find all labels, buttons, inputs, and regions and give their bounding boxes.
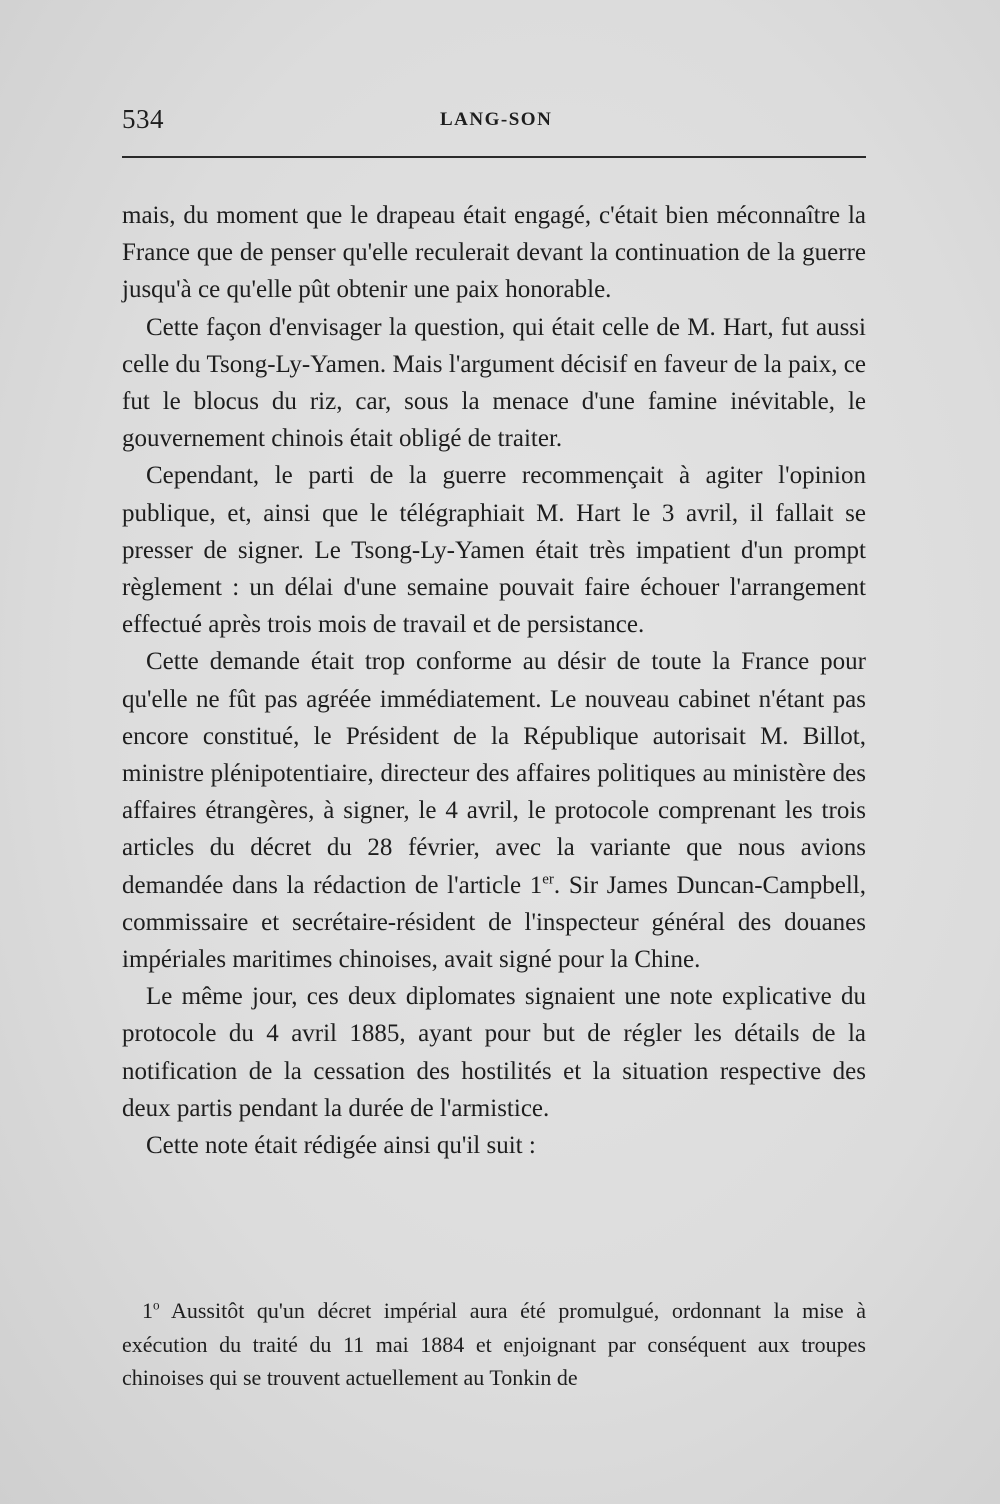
- paragraph-1: mais, du moment que le drapeau était engagé, c'était bien méconnaître la France que de penser qu'elle reculerait devant la continuation de la guerre jusqu'à ce qu'elle pût obtenir une paix honorable.: [122, 202, 866, 304]
- page-header: [122, 104, 866, 144]
- article-text: Aussitôt qu'un décret impérial aura été promulgué, ordonnant la mise à exécution du traité du 11 mai 1884 et enjoignant par conséquent aux troupes chinoises qui se trouvent actuellement au Tonkin de: [122, 1298, 866, 1390]
- paragraph-3: Cependant, le parti de la guerre recommençait à agiter l'opinion publique, et, ainsi que le télégraphiait M. Hart le 3 avril, il fallait se presser de signer. Le Tsong-Ly-Yamen était très impatient d'un prompt règlement : un délai d'une semaine pouvait faire échouer l'arrangement effectué après trois mois de travail et de persistance.: [122, 462, 866, 639]
- paragraph-6: Cette note était rédigée ainsi qu'il suit :: [146, 1132, 536, 1160]
- article-number: 1: [142, 1298, 153, 1323]
- paragraph-5: Le même jour, ces deux diplomates signaient une note explicative du protocole du 4 avril 1885, ayant pour but de régler les détails de la notification de la cessation des hostilités et la situation respective des deux partis pendant la durée de l'armistice.: [122, 983, 866, 1122]
- paragraph-4-text-b: . Sir James Duncan-Campbell, commissaire et secrétaire-résident de l'inspecteur général des douanes impériales maritimes chinoises, avait signé pour la Chine.: [122, 871, 866, 974]
- body-text: [122, 197, 866, 1164]
- quoted-article-1: [122, 1294, 866, 1395]
- running-title: LANG-SON: [440, 109, 553, 130]
- ordinal-superscript: er: [542, 871, 554, 888]
- paragraph-4: [122, 643, 866, 978]
- paragraph-4-text-a: Cette demande était trop conforme au désir de toute la France pour qu'elle ne fût pas agréée immédiatement. Le nouveau cabinet n'étant pas encore constitué, le Président de la République autorisait M. Billot, ministre plénipotentiaire, directeur des affaires politiques au ministère des affaires étrangères, à signer, le 4 avril, le protocole comprenant les trois articles du décret du 28 février, avec la variante que nous avions demandée dans la rédaction de l'article 1: [122, 648, 866, 899]
- article-number-superscript: o: [153, 1297, 160, 1313]
- quoted-note: [122, 1294, 866, 1395]
- header-rule: [122, 156, 866, 158]
- paragraph-2: Cette façon d'envisager la question, qui était celle de M. Hart, fut aussi celle du Tsong-Ly-Yamen. Mais l'argument décisif en faveur de la paix, ce fut le blocus du riz, car, sous la menace d'une famine inévitable, le gouvernement chinois était obligé de traiter.: [122, 313, 866, 453]
- page-number: 534: [122, 104, 164, 134]
